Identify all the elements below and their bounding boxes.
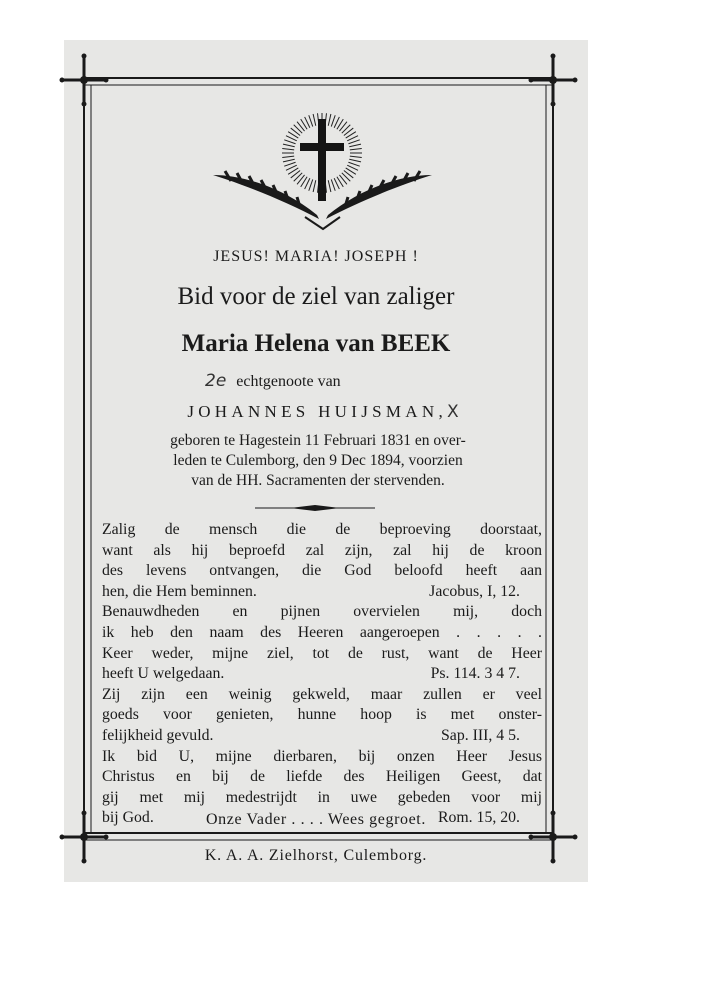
handwritten-mark: X bbox=[447, 402, 459, 422]
closing-prayer: Onze Vader . . . . Wees gegroet. bbox=[206, 811, 426, 828]
bio-line: leden te Culemborg, den 9 Dec 1894, voorzien bbox=[173, 452, 463, 469]
prayer-intro: Bid voor de ziel van zaliger bbox=[177, 283, 455, 310]
scripture-reference: Jacobus, I, 12. bbox=[429, 582, 520, 600]
verse-line bbox=[102, 582, 542, 603]
verse-line: Ik bid U, mijne dierbaren, bij onzen Heer Jesus bbox=[102, 747, 542, 765]
invocation-heading: JESUS! MARIA! JOSEPH ! bbox=[213, 248, 419, 265]
printer-imprint: K. A. A. Zielhorst, Culemborg. bbox=[204, 847, 428, 864]
ornamental-divider bbox=[255, 505, 375, 511]
verse-line: want als hij beproefd zal zijn, zal hij de kroon bbox=[102, 541, 542, 559]
scripture-reference: Rom. 15, 20. bbox=[437, 809, 520, 827]
verse-line: Zij zijn een weinig gekweld, maar zullen er veel bbox=[102, 685, 542, 703]
verse-line: gij met mij medestrijdt in uwe gebeden voor mij bbox=[102, 788, 542, 806]
spouse-name: JOHANNES HUIJSMAN, bbox=[187, 402, 448, 421]
scripture-reference: Ps. 114. 3 4 7. bbox=[430, 665, 520, 683]
verse-line: Keer weder, mijne ziel, tot de rust, want de Heer bbox=[102, 644, 542, 662]
verse-line: Benauwdheden en pijnen overvielen mij, doch bbox=[102, 603, 542, 621]
verse-text: hen, die Hem beminnen. bbox=[102, 582, 257, 600]
deceased-name: Maria Helena van BEEK bbox=[181, 330, 451, 357]
bio-line: van de HH. Sacramenten der stervenden. bbox=[191, 472, 445, 489]
verse-line: Zalig de mensch die de beproeving doorstaat, bbox=[102, 521, 542, 538]
spouse-relation-line bbox=[205, 371, 341, 391]
radiant-cross-emblem bbox=[205, 105, 440, 235]
scripture-verses bbox=[102, 520, 542, 829]
verse-line bbox=[102, 664, 542, 685]
verse-text: bij God. bbox=[102, 809, 154, 827]
verse-line bbox=[102, 726, 542, 747]
verse-line: Christus en bij de liefde des Heiligen Geest, dat bbox=[102, 768, 542, 786]
verse-text: heeft U welgedaan. bbox=[102, 665, 225, 683]
biography bbox=[103, 431, 533, 491]
verse-line: ik heb den naam des Heeren aangeroepen . . . . . bbox=[102, 623, 542, 641]
handwritten-annotation: 2e bbox=[205, 371, 227, 391]
verse-text: felijkheid gevuld. bbox=[102, 726, 214, 744]
spouse-relation: echtgenoote van bbox=[236, 373, 341, 390]
spouse-name-line bbox=[88, 402, 558, 422]
verse-line: des levens ontvangen, die God beloofd heeft aan bbox=[102, 562, 542, 580]
verse-line: goeds voor genieten, hunne hoop is met onster- bbox=[102, 706, 542, 724]
bio-line: geboren te Hagestein 11 Februari 1831 en over- bbox=[170, 432, 466, 449]
scripture-reference: Sap. III, 4 5. bbox=[441, 726, 520, 744]
